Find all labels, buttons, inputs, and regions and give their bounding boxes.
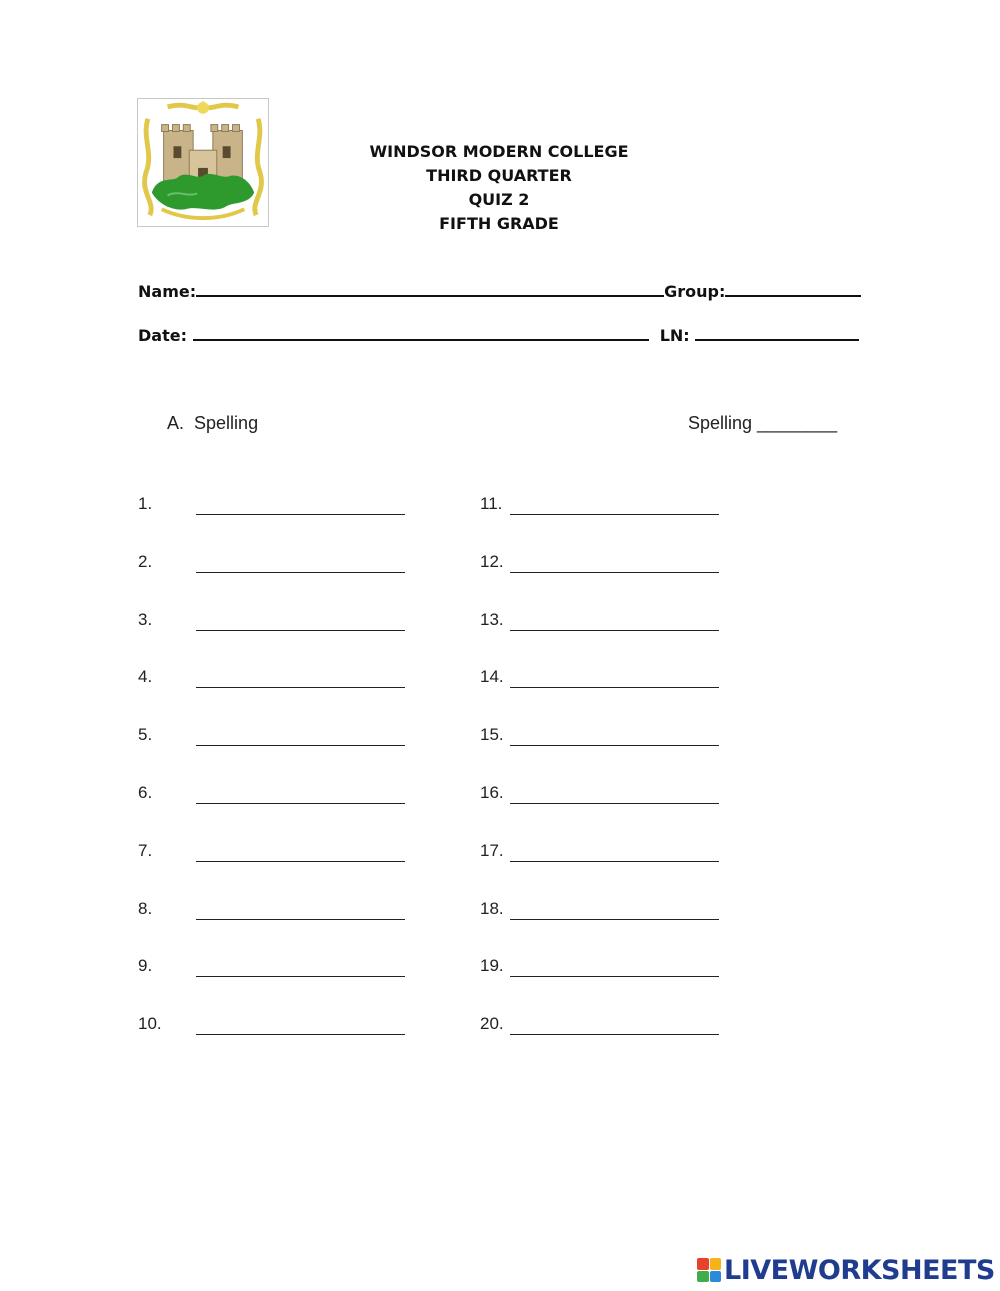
answer-blank-left[interactable]: [196, 687, 405, 688]
answer-blank-right[interactable]: [510, 630, 719, 631]
answer-blank-right[interactable]: [510, 919, 719, 920]
answer-blank-right[interactable]: [510, 572, 719, 573]
section-title: [167, 413, 258, 434]
brand-text: LIVEWORKSHEETS: [724, 1254, 995, 1286]
item-number-left: 1.: [138, 494, 153, 513]
item-number-left: 3.: [138, 609, 153, 629]
quarter-title: THIRD QUARTER: [426, 166, 572, 185]
item-number-left: 9.: [138, 956, 153, 976]
ln-field[interactable]: [695, 325, 859, 341]
liveworksheets-logo-icon: [697, 1258, 721, 1282]
castle-crest-icon: [138, 99, 268, 226]
school-logo: [137, 98, 269, 227]
item-number-left: 5.: [138, 725, 153, 745]
date-label: Date:: [138, 326, 187, 345]
name-group-row: [138, 281, 861, 301]
item-number-left: 6.: [138, 783, 153, 802]
answer-blank-left[interactable]: [196, 919, 405, 920]
answer-blank-left[interactable]: [196, 861, 405, 862]
grade-title: FIFTH GRADE: [439, 214, 559, 233]
item-number-right: 13.: [480, 609, 504, 629]
item-number-left: 7.: [138, 840, 153, 860]
answer-blank-left[interactable]: [196, 745, 405, 746]
liveworksheets-brand: [697, 1254, 995, 1286]
date-field[interactable]: [193, 325, 649, 341]
spelling-score: Spelling ________: [688, 413, 838, 433]
item-number-right: 11.: [480, 494, 503, 513]
name-field[interactable]: [196, 281, 664, 297]
item-number-right: 15.: [480, 725, 504, 745]
school-name: WINDSOR MODERN COLLEGE: [369, 142, 629, 161]
date-ln-row: [138, 325, 859, 345]
item-number-right: 18.: [480, 898, 504, 918]
answer-blank-left[interactable]: [196, 572, 405, 573]
item-number-left: 8.: [138, 898, 153, 918]
item-number-right: 16.: [480, 783, 504, 802]
item-number-right: 14.: [480, 667, 504, 687]
answer-blank-right[interactable]: [510, 861, 719, 862]
item-number-right: 20.: [480, 1014, 504, 1034]
item-number-right: 12.: [480, 551, 504, 571]
answer-blank-right[interactable]: [510, 687, 719, 688]
quiz-title: QUIZ 2: [468, 190, 530, 209]
document-header: [300, 140, 698, 236]
answer-blank-right[interactable]: [510, 1034, 719, 1035]
answer-blank-left[interactable]: [196, 803, 405, 804]
item-number-right: 19.: [480, 956, 504, 976]
answer-blank-right[interactable]: [510, 803, 719, 804]
section-name: Spelling: [194, 413, 259, 433]
answer-blank-right[interactable]: [510, 514, 719, 515]
answer-blank-left[interactable]: [196, 1034, 405, 1035]
section-letter: A.: [167, 413, 185, 433]
answer-blank-left[interactable]: [196, 976, 405, 977]
answer-blank-right[interactable]: [510, 976, 719, 977]
group-label: Group:: [664, 282, 726, 301]
item-number-left: 10.: [138, 1014, 162, 1034]
answer-blank-left[interactable]: [196, 630, 405, 631]
answer-blank-right[interactable]: [510, 745, 719, 746]
item-number-right: 17.: [480, 840, 504, 860]
group-field[interactable]: [725, 281, 861, 297]
ln-label: LN:: [659, 326, 690, 345]
answer-blank-left[interactable]: [196, 514, 405, 515]
name-label: Name:: [138, 282, 197, 301]
item-number-left: 4.: [138, 667, 153, 687]
item-number-left: 2.: [138, 551, 153, 571]
